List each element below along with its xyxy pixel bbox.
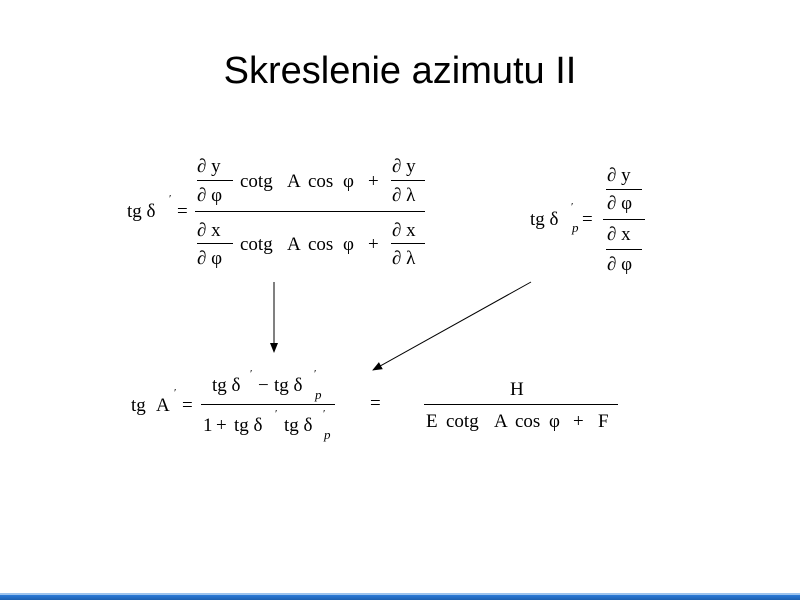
f2-equals: = [582,209,593,230]
f3-rhs-F: F [598,411,609,432]
f1-num-dy2: ∂ y [392,156,416,177]
f2-sub-p: p [572,220,579,235]
f3-num-a-prime: ′ [250,368,253,380]
f1-num-cotg: cotg [240,171,273,192]
f3-rhs-A: A [494,411,508,432]
f1-num-plus: + [368,171,379,192]
f3-rhs-E: E [426,411,438,432]
f3-den-a-prime: ′ [275,408,278,420]
f3-num-b-prime: ′ [314,368,317,380]
f1-den-A: A [287,234,301,255]
f3-rhs-cotg: cotg [446,411,479,432]
f1-lhs: tg δ [127,201,156,222]
f3-num-b-sub: p [315,387,322,402]
f3-num-minus: − [258,375,269,396]
f3-den-b-sub: p [324,427,331,442]
f3-rhs-H: H [510,379,524,400]
slide-title: Skreslenie azimutu II [223,50,577,92]
f1-prime: ′ [169,193,172,205]
f2-dx: ∂ x [607,224,631,245]
f3-equals: = [182,395,193,416]
footer-bar [0,595,800,600]
f1-den-dphi: ∂ φ [197,248,223,269]
f2-lhs: tg δ [530,209,559,230]
f1-den-dx: ∂ x [197,220,221,241]
f3-equals-2: = [370,393,381,414]
f1-num-dlambda: ∂ λ [392,185,416,206]
f3-rhs-plus: + [573,411,584,432]
f2-prime: ′ [571,201,574,213]
f1-num-dy: ∂ y [197,156,221,177]
f1-equals: = [177,201,188,222]
f1-den-cos: cos [308,234,334,255]
f3-den-b-prime: ′ [323,408,326,420]
f2-dphi-bottom: ∂ φ [607,254,633,275]
f3-rhs-fraction-bar [424,404,618,405]
f3-main-fraction-bar [201,404,335,405]
f3-lhs-prime: ′ [174,387,177,399]
f2-dphi-top: ∂ φ [607,193,633,214]
f1-num-cos: cos [308,171,334,192]
f2-dy: ∂ y [607,165,631,186]
f3-den-plus: + [216,415,227,436]
f1-den-plus: + [368,234,379,255]
f3-rhs-cos: cos [515,411,541,432]
f1-den-dx2: ∂ x [392,220,416,241]
f1-den-cotg: cotg [240,234,273,255]
f1-den-dlambda: ∂ λ [392,248,416,269]
f3-num-a: tg δ [212,375,241,396]
f3-num-b: tg δ [274,375,303,396]
f1-num-phi: φ [343,171,354,192]
f3-den-b: tg δ [284,415,313,436]
f3-lhs-A: A [156,395,170,416]
f3-rhs-phi: φ [549,411,560,432]
f1-den-phi: φ [343,234,354,255]
f3-den-one: 1 [203,415,213,436]
f3-den-a: tg δ [234,415,263,436]
f1-num-dphi: ∂ φ [197,185,223,206]
f3-lhs-tg: tg [131,395,146,416]
arrow-diagonal [373,282,531,370]
f1-num-A: A [287,171,301,192]
